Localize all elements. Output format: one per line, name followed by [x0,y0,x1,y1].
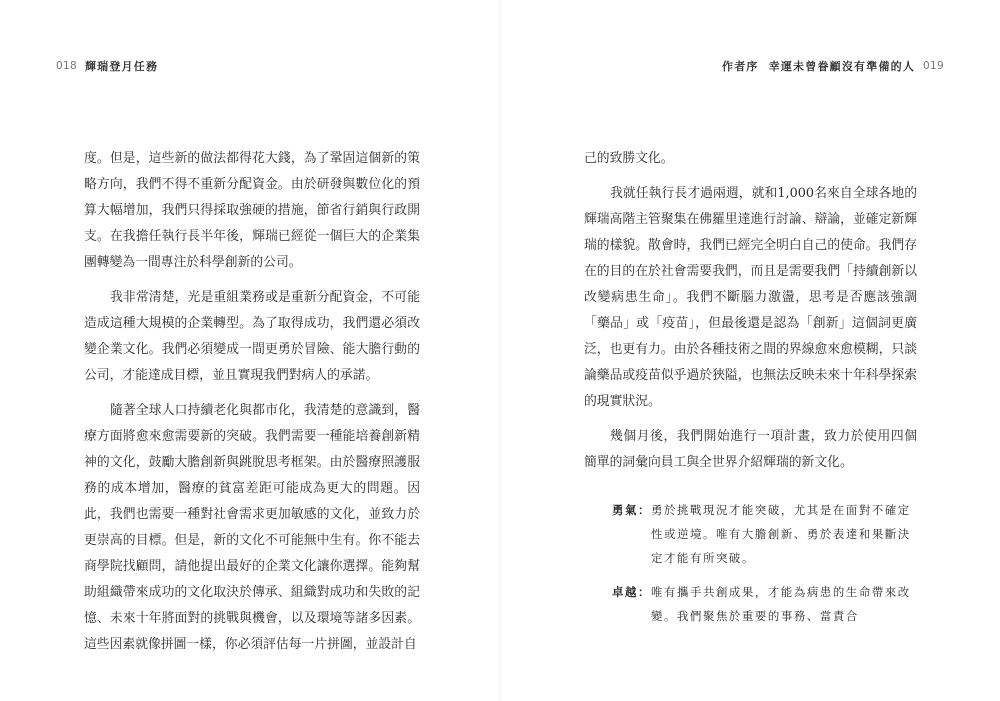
right-paragraph-2: 我就任執行長才過兩週，就和1,000名來自全球各地的輝瑞高階主管聚集在佛羅里達進行討論、辯論，並確定新輝瑞的樣貌。散會時，我們已經完全明白自己的使命。我們存在的目的在於社會需要我們，而且是需要我們「持續創新以改變病患生命」。我們不斷腦力激盪，思考是否應該強調「藥品」或「疫苗」，但最後還是認為「創新」這個詞更廣泛，也更有力。由於各種技術之間的界線愈來愈模糊，只談論藥品或疫苗似乎過於狹隘，也無法反映未來十年科學探索的現實狀況。 [584,186,917,409]
right-paragraph-3: 幾個月後，我們開始進行一項計畫，致力於使用四個簡單的詞彙向員工與全世界介紹輝瑞的新文化。 [584,429,917,470]
value-item-courage [612,498,917,570]
right-page-number: 019 [923,60,944,72]
value-text-excellence: 唯有攜手共創成果，才能為病患的生命帶來改變。我們聚焦於重要的事務、當責合 [650,585,911,623]
page-gutter [499,0,501,701]
right-paragraph-1: 己的致勝文化。 [584,151,674,166]
left-running-title: 輝瑞登月任務 [84,60,159,73]
right-section-label: 作者序 [722,60,759,73]
left-page-header [56,58,158,74]
right-running-title: 幸運未曾眷顧沒有準備的人 [768,60,916,73]
left-page-body [84,146,420,658]
left-paragraph-1: 度。但是，這些新的做法都得花大錢，為了鞏固這個新的策略方向，我們不得不重新分配資金。由於研發與數位化的預算大幅增加，我們只得採取強硬的措施，節省行銷與行政開支。在我擔任執行長半年後，輝瑞已經從一個巨大的企業集團轉變為一間專注於科學創新的公司。 [84,151,420,270]
right-page-body [584,146,917,638]
value-text-courage: 勇於挑戰現況才能突破，尤其是在面對不確定性或逆境。唯有大膽創新、勇於表達和果斷決定才能有所突破。 [650,503,911,565]
left-paragraph-3: 隨著全球人口持續老化與都市化，我清楚的意識到，醫療方面將愈來愈需要新的突破。我們需要一種能培養創新精神的文化，鼓勵大膽創新與跳脫思考框架。由於醫療照護服務的成本增加，醫療的貧富差距可能成為更大的問題。因此，我們也需要一種對社會需求更加敏感的文化，並致力於更崇高的目標。但是，新的文化不可能無中生有。你不能去商學院找顧問，請他提出最好的企業文化讓你選擇。能夠幫助組織帶來成功的文化取決於傳承、組織對成功和失敗的記憶、未來十年將面對的挑戰與機會，以及環境等諸多因素。這些因素就像拼圖一樣，你必須評估每一片拼圖，並設計自 [84,403,420,652]
value-item-excellence [612,580,917,628]
value-key-excellence: 卓越： [612,585,651,599]
right-page-header [722,58,944,74]
left-page-number: 018 [56,60,77,72]
culture-values-list [612,498,917,628]
left-paragraph-2: 我非常清楚，光是重組業務或是重新分配資金，不可能造成這種大規模的企業轉型。為了取得成功，我們還必須改變企業文化。我們必須變成一間更勇於冒險、能大膽行動的公司，才能達成目標，並且實現我們對病人的承諾。 [84,290,420,383]
value-key-courage: 勇氣： [612,503,651,517]
